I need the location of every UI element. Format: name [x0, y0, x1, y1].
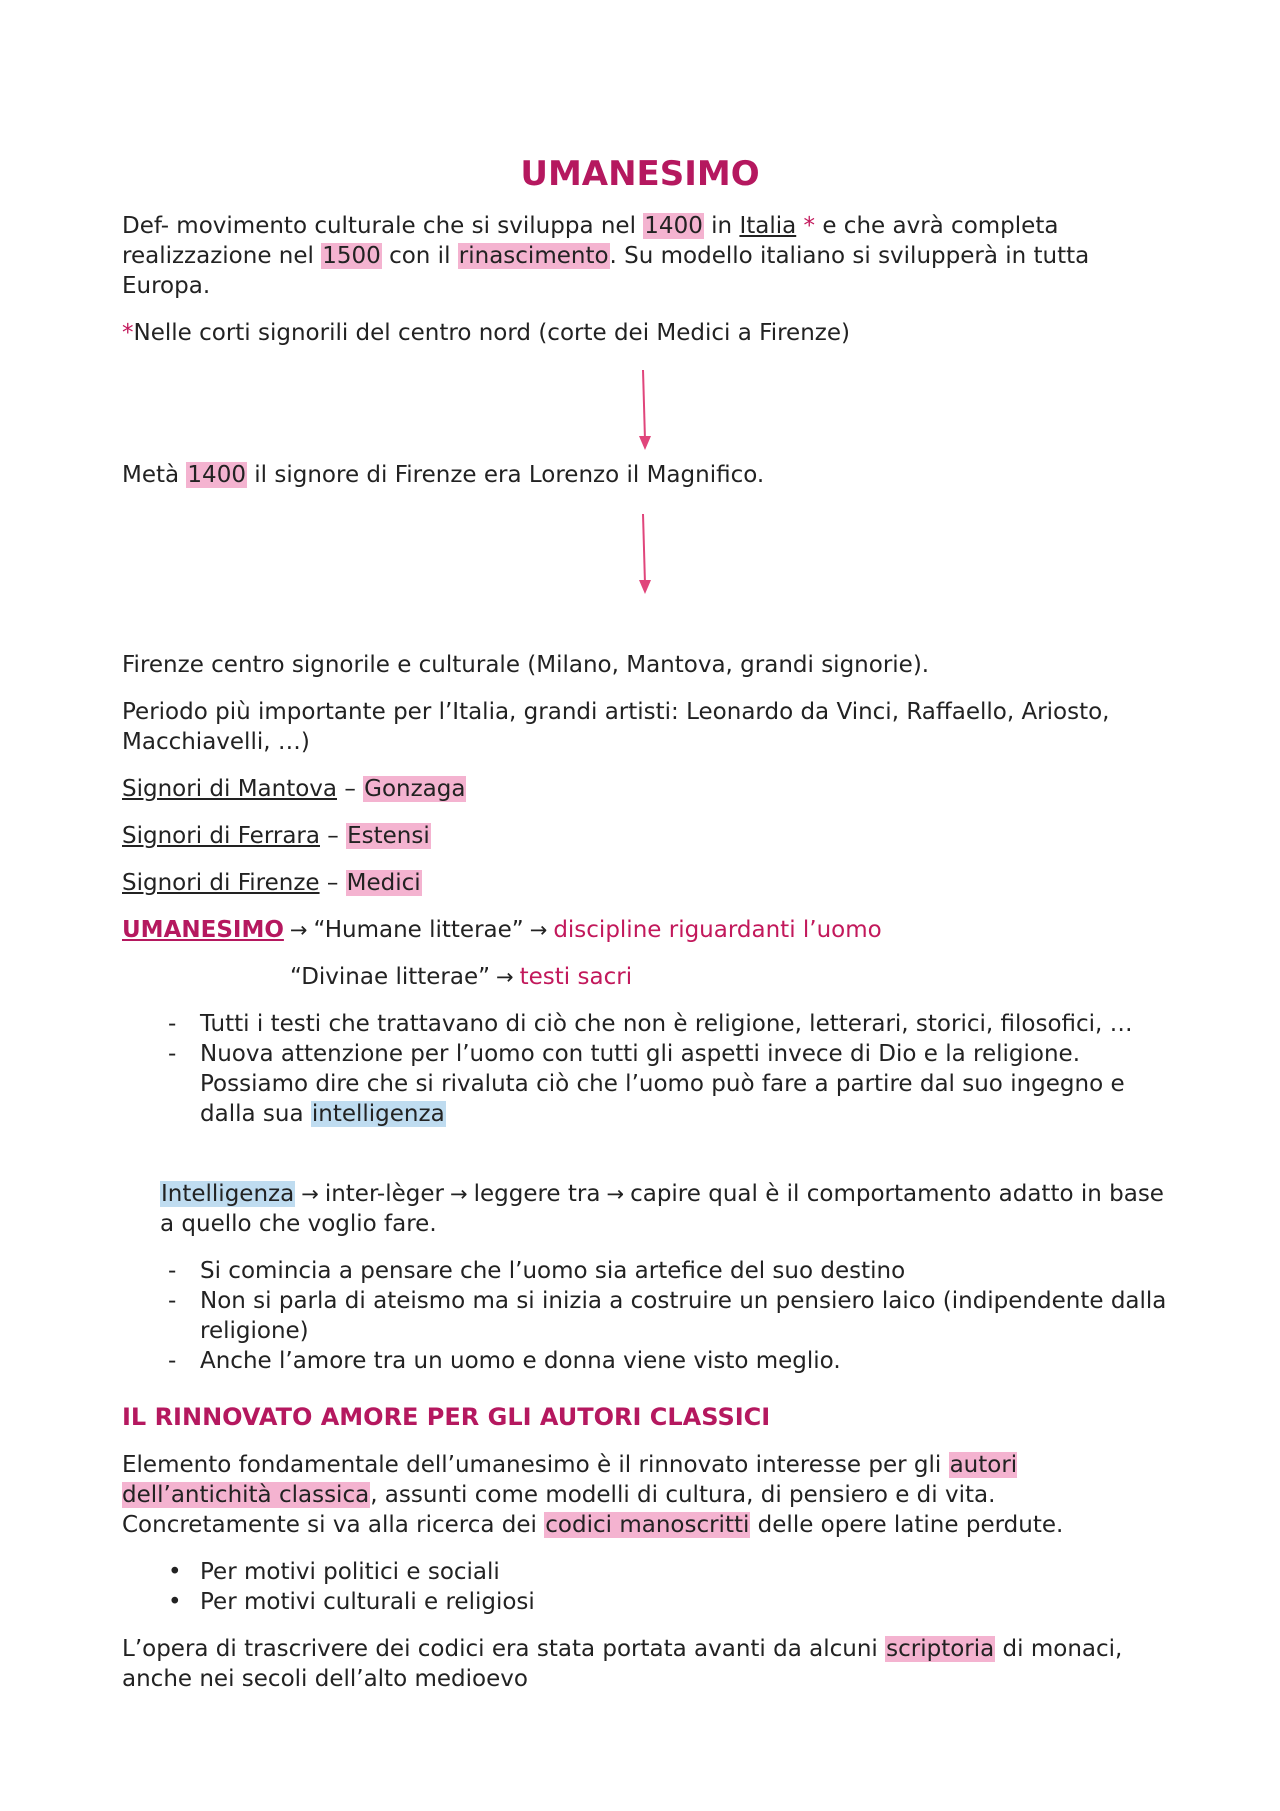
list-item	[160, 1557, 1170, 1587]
text: Non si parla di ateismo ma si inizia a costruire un pensiero laico (indipendente dalla religione)	[200, 1288, 1167, 1344]
text: il signore di Firenze era Lorenzo il Magnifico.	[246, 462, 765, 488]
final-paragraph	[122, 1634, 1172, 1694]
right-arrow-icon: →	[301, 1182, 319, 1206]
text: delle opere latine perdute.	[750, 1512, 1064, 1538]
list-item	[160, 1039, 1170, 1129]
italia-underlined: Italia	[739, 213, 797, 239]
dash-marker: -	[168, 1011, 177, 1037]
divinae-definition	[290, 962, 1090, 992]
section2-paragraph	[122, 1450, 1172, 1540]
text: –	[319, 870, 346, 896]
highlight-autori: autori dell’antichità classica	[122, 1452, 1018, 1508]
section-heading: IL RINNOVATO AMORE PER GLI AUTORI CLASSICI	[122, 1403, 771, 1431]
list-item	[160, 1256, 1170, 1286]
down-arrow-icon	[630, 512, 660, 596]
asterisk-mark: *	[796, 213, 823, 239]
highlight-intelligenza: intelligenza	[311, 1101, 445, 1127]
dash-list	[160, 1009, 1170, 1129]
signori-line	[122, 868, 1172, 898]
text: , assunti come modelli di cultura, di pensiero e di vita. Concretamente si va alla ricerca dei	[122, 1482, 996, 1538]
highlight-1400: 1400	[187, 462, 246, 488]
meaning-text: testi sacri	[519, 964, 633, 990]
text: e che avrà completa realizzazione nel	[122, 213, 1059, 269]
firenze-paragraph: Firenze centro signorile e culturale (Milano, Mantova, grandi signorie).	[122, 652, 930, 678]
text: Tutti i testi che trattavano di ciò che non è religione, letterari, storici, filosofici, …	[200, 1011, 1133, 1037]
text: di monaci, anche nei secoli dell’alto medioevo	[122, 1636, 1123, 1692]
text: –	[337, 776, 364, 802]
list-item	[160, 1009, 1170, 1039]
meta-paragraph	[122, 460, 1172, 490]
text: leggere tra	[473, 1181, 601, 1207]
dash-list	[160, 1256, 1170, 1376]
right-arrow-icon: →	[289, 918, 308, 942]
dash-marker: -	[168, 1258, 177, 1284]
definition-paragraph	[122, 211, 1172, 301]
signori-label: Signori di Mantova	[122, 776, 338, 802]
periodo-paragraph: Periodo più importante per l’Italia, grandi artisti: Leonardo da Vinci, Raffaello, Ariosto, Macchiavelli, …)	[122, 699, 1110, 755]
bullet-marker: •	[168, 1589, 182, 1615]
text: L’opera di trascrivere dei codici era stata portata avanti da alcuni	[122, 1636, 886, 1662]
umanesimo-word: UMANESIMO	[122, 917, 284, 943]
text: “Divinae litterae”	[290, 964, 491, 990]
text: Per motivi culturali e religiosi	[200, 1589, 535, 1615]
signori-line	[122, 774, 1172, 804]
bullet-marker: •	[168, 1559, 182, 1585]
highlight-scriptoria: scriptoria	[886, 1636, 995, 1662]
footnote-line	[122, 318, 1172, 348]
text: Def- movimento culturale che si sviluppa nel	[122, 213, 644, 239]
text: con il	[381, 243, 458, 269]
text: Nuova attenzione per l’uomo con tutti gli aspetti invece di Dio e la religione. Possiamo dire che si rivaluta ciò che l’uomo può fare a partire dal suo ingegno e dalla sua	[200, 1041, 1125, 1127]
bullet-list	[160, 1557, 1170, 1617]
text: . Su modello italiano si svilupperà in tutta Europa.	[122, 243, 1090, 299]
text: capire qual è il comportamento adatto in base a quello che voglio fare.	[160, 1181, 1164, 1237]
asterisk-mark: *	[122, 320, 134, 346]
text: in	[703, 213, 740, 239]
down-arrow-icon	[630, 368, 660, 452]
dash-marker: -	[168, 1288, 177, 1314]
highlight-intelligenza: Intelligenza	[161, 1181, 295, 1207]
signori-line	[122, 821, 1172, 851]
dash-marker: -	[168, 1348, 177, 1374]
text: inter-lèger	[324, 1181, 444, 1207]
list-item	[160, 1286, 1170, 1346]
signori-label: Signori di Firenze	[122, 870, 320, 896]
text: Anche l’amore tra un uomo e donna viene visto meglio.	[200, 1348, 841, 1374]
meaning-text: discipline riguardanti l’uomo	[553, 917, 882, 943]
family-name: Medici	[346, 870, 421, 896]
intelligenza-etymology	[160, 1179, 1170, 1239]
list-item	[160, 1346, 1170, 1376]
right-arrow-icon: →	[496, 965, 514, 989]
highlight-1500: 1500	[322, 243, 381, 269]
dash-marker: -	[168, 1041, 177, 1067]
right-arrow-icon: →	[606, 1182, 625, 1206]
highlight-codici: codici manoscritti	[545, 1512, 750, 1538]
text: Si comincia a pensare che l’uomo sia artefice del suo destino	[200, 1258, 906, 1284]
page-title: UMANESIMO	[520, 154, 760, 194]
highlight-1400: 1400	[644, 213, 703, 239]
right-arrow-icon: →	[449, 1182, 468, 1206]
text: “Humane litterae”	[313, 917, 524, 943]
family-name: Gonzaga	[364, 776, 466, 802]
right-arrow-icon: →	[529, 918, 548, 942]
text: Metà	[122, 462, 187, 488]
text: Nelle corti signorili del centro nord (corte dei Medici a Firenze)	[133, 320, 850, 346]
umanesimo-definition	[122, 915, 1172, 945]
text: –	[319, 823, 347, 849]
family-name: Estensi	[347, 823, 430, 849]
highlight-rinascimento: rinascimento	[458, 243, 609, 269]
text: Per motivi politici e sociali	[200, 1559, 500, 1585]
signori-label: Signori di Ferrara	[122, 823, 320, 849]
list-item	[160, 1587, 1170, 1617]
text: Elemento fondamentale dell’umanesimo è il rinnovato interesse per gli	[122, 1452, 949, 1478]
